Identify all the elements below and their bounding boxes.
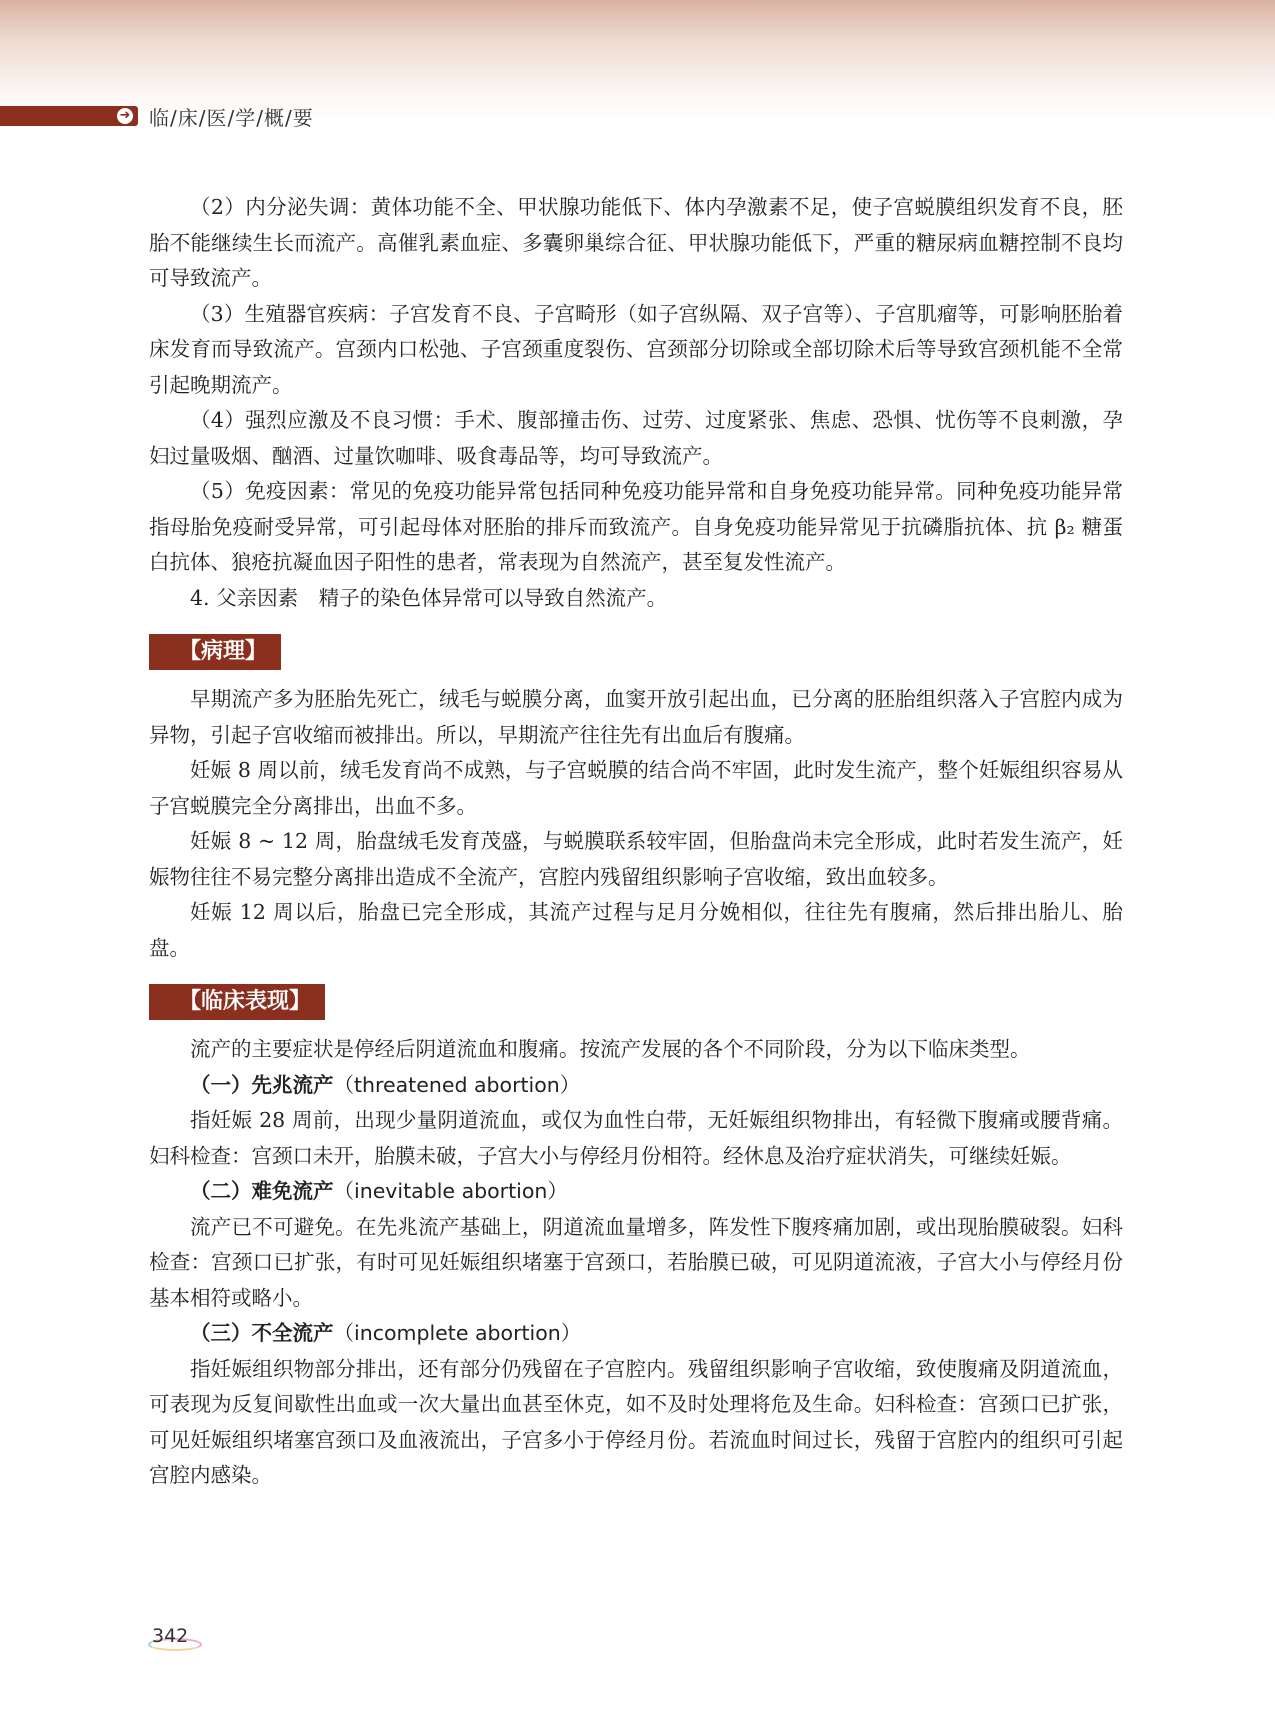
paragraph: 指妊娠组织物部分排出，还有部分仍残留在子宫腔内。残留组织影响子宫收缩，致使腹痛及阴道流血，可表现为反复间歇性出血或一次大量出血甚至休克，如不及时处理将危及生命。妇科检查：宫颈口已扩张，可见妊娠组织堵塞宫颈口及血液流出，子宫多小于停经月份。若流血时间过长，残留于宫腔内的组织可引起宫腔内感染。 <box>149 1356 1123 1487</box>
subheading-en: （inevitable abortion） <box>333 1179 568 1203</box>
section-heading-pathology: 【病理】 <box>149 634 281 670</box>
paragraph: 妊娠 8 周以前，绒毛发育尚不成熟，与子宫蜕膜的结合尚不牢固，此时发生流产，整个妊娠组织容易从子宫蜕膜完全分离排出，出血不多。 <box>149 758 1123 818</box>
paragraph: 妊娠 12 周以后，胎盘已完全形成，其流产过程与足月分娩相似，往往先有腹痛，然后排出胎儿、胎盘。 <box>149 900 1123 960</box>
book-title: 临/床/医/学/概/要 <box>149 106 314 130</box>
section-heading-clinical: 【临床表现】 <box>149 984 325 1020</box>
subheading-label: （二）难免流产 <box>190 1179 334 1203</box>
paragraph: （2）内分泌失调：黄体功能不全、甲状腺功能低下、体内孕激素不足，使子宫蜕膜组织发育不良，胚胎不能继续生长而流产。高催乳素血症、多囊卵巢综合征、甲状腺功能低下，严重的糖尿病血糖控制不良均可导致流产。 <box>149 195 1123 290</box>
paragraph: 妊娠 8 ~ 12 周，胎盘绒毛发育茂盛，与蜕膜联系较牢固，但胎盘尚未完全形成，此时若发生流产，妊娠物往往不易完整分离排出造成不全流产，宫腔内残留组织影响子宫收缩，致出血较多。 <box>149 829 1123 889</box>
paragraph: （5）免疫因素：常见的免疫功能异常包括同种免疫功能异常和自身免疫功能异常。同种免疫功能异常指母胎免疫耐受异常，可引起母体对胚胎的排斥而致流产。自身免疫功能异常见于抗磷脂抗体、抗 β₂ 糖蛋白抗体、狼疮抗凝血因子阳性的患者，常表现为自然流产，甚至复发性流产。 <box>149 479 1123 574</box>
subheading-threatened <box>149 1068 1123 1104</box>
page-number: 342 <box>152 1625 189 1647</box>
paragraph: 4. 父亲因素 精子的染色体异常可以导致自然流产。 <box>190 585 668 610</box>
subheading-en: （threatened abortion） <box>333 1072 581 1097</box>
paragraph: （4）强烈应激及不良习惯：手术、腹部撞击伤、过劳、过度紧张、焦虑、恐惧、忧伤等不良刺激，孕妇过量吸烟、酗酒、过量饮咖啡、吸食毒品等，均可导致流产。 <box>149 408 1123 468</box>
subheading-inevitable <box>149 1174 1123 1210</box>
arrow-right-circle-icon: ➜ <box>117 108 133 124</box>
paragraph: 指妊娠 28 周前，出现少量阴道流血，或仅为血性白带，无妊娠组织物排出，有轻微下腹痛或腰背痛。妇科检查：宫颈口未开，胎膜未破，子宫大小与停经月份相符。经休息及治疗症状消失，可继续妊娠。 <box>149 1108 1123 1168</box>
subheading-incomplete <box>149 1316 1123 1352</box>
paragraph: 早期流产多为胚胎先死亡，绒毛与蜕膜分离，血窦开放引起出血，已分离的胚胎组织落入子宫腔内成为异物，引起子宫收缩而被排出。所以，早期流产往往先有出血后有腹痛。 <box>149 687 1123 747</box>
paragraph: （3）生殖器官疾病：子宫发育不良、子宫畸形（如子宫纵隔、双子宫等）、子宫肌瘤等，可影响胚胎着床发育而导致流产。宫颈内口松弛、子宫颈重度裂伤、宫颈部分切除或全部切除术后等导致宫颈机能不全常引起晚期流产。 <box>149 301 1123 397</box>
subheading-label: （一）先兆流产 <box>190 1072 334 1097</box>
paragraph: 流产的主要症状是停经后阴道流血和腹痛。按流产发展的各个不同阶段，分为以下临床类型。 <box>190 1037 1031 1061</box>
page-content <box>149 190 1123 1494</box>
subheading-label: （三）不全流产 <box>190 1321 334 1345</box>
subheading-en: （incomplete abortion） <box>333 1321 582 1345</box>
paragraph: 流产已不可避免。在先兆流产基础上，阴道流血量增多，阵发性下腹疼痛加剧，或出现胎膜破裂。妇科检查：宫颈口已扩张，有时可见妊娠组织堵塞于宫颈口，若胎膜已破，可见阴道流液，子宫大小与停经月份基本相符或略小。 <box>149 1214 1123 1310</box>
